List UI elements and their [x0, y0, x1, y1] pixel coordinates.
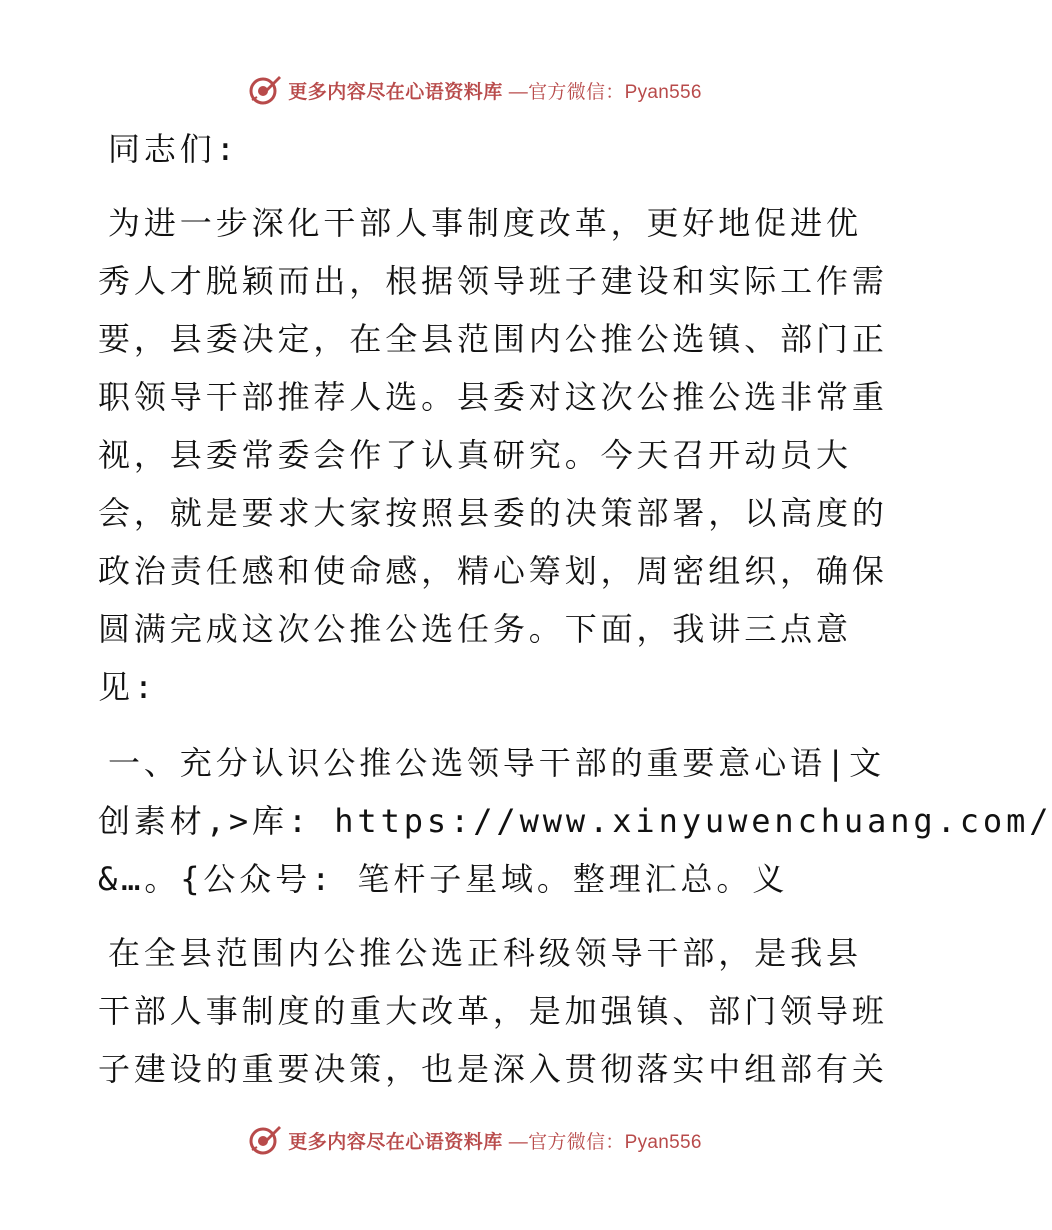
paragraph-line: 职领导干部推荐人选。县委对这次公推公选非常重 — [98, 378, 888, 416]
paragraph-line: 在全县范围内公推公选正科级领导干部，是我县 — [108, 934, 862, 972]
watermark-contact-text: —官方微信：Pyan556 — [508, 81, 702, 103]
watermark-contact-text: —官方微信：Pyan556 — [508, 1131, 702, 1153]
paragraph-1 — [98, 194, 888, 716]
section-heading-1 — [98, 734, 1052, 908]
watermark-brand-text: 更多内容尽在心语资料库 — [288, 1130, 503, 1153]
paragraph-line: 视，县委常委会作了认真研究。今天召开动员大 — [98, 436, 852, 474]
watermark-banner-top — [0, 70, 950, 110]
paragraph-line: 秀人才脱颖而出，根据领导班子建设和实际工作需 — [98, 262, 888, 300]
paragraph-line: 要，县委决定，在全县范围内公推公选镇、部门正 — [98, 320, 888, 358]
paragraph-line: 干部人事制度的重大改革，是加强镇、部门领导班 — [98, 992, 888, 1030]
watermark-brand-text: 更多内容尽在心语资料库 — [288, 80, 503, 103]
watermark-banner-bottom — [0, 1120, 950, 1160]
paragraph-2 — [98, 924, 888, 1098]
heading-line: &…。{公众号: 笔杆子星域。整理汇总。义 — [98, 860, 789, 898]
salutation: 同志们: — [108, 130, 239, 168]
heading-line: 创素材,>库: https://www.xinyuwenchuang.com/ — [98, 802, 1052, 840]
paragraph-line: 圆满完成这次公推公选任务。下面，我讲三点意 — [98, 610, 852, 648]
salutation-block — [98, 120, 850, 178]
brush-logo-icon — [248, 1123, 282, 1157]
paragraph-line: 政治责任感和使命感，精心筹划，周密组织，确保 — [98, 552, 888, 590]
paragraph-line: 见: — [98, 668, 158, 706]
paragraph-line: 子建设的重要决策，也是深入贯彻落实中组部有关 — [98, 1050, 888, 1088]
paragraph-line: 为进一步深化干部人事制度改革，更好地促进优 — [108, 204, 862, 242]
paragraph-line: 会，就是要求大家按照县委的决策部署，以高度的 — [98, 494, 888, 532]
heading-line: 一、充分认识公推公选领导干部的重要意心语|文 — [108, 744, 886, 782]
brush-logo-icon — [248, 73, 282, 107]
